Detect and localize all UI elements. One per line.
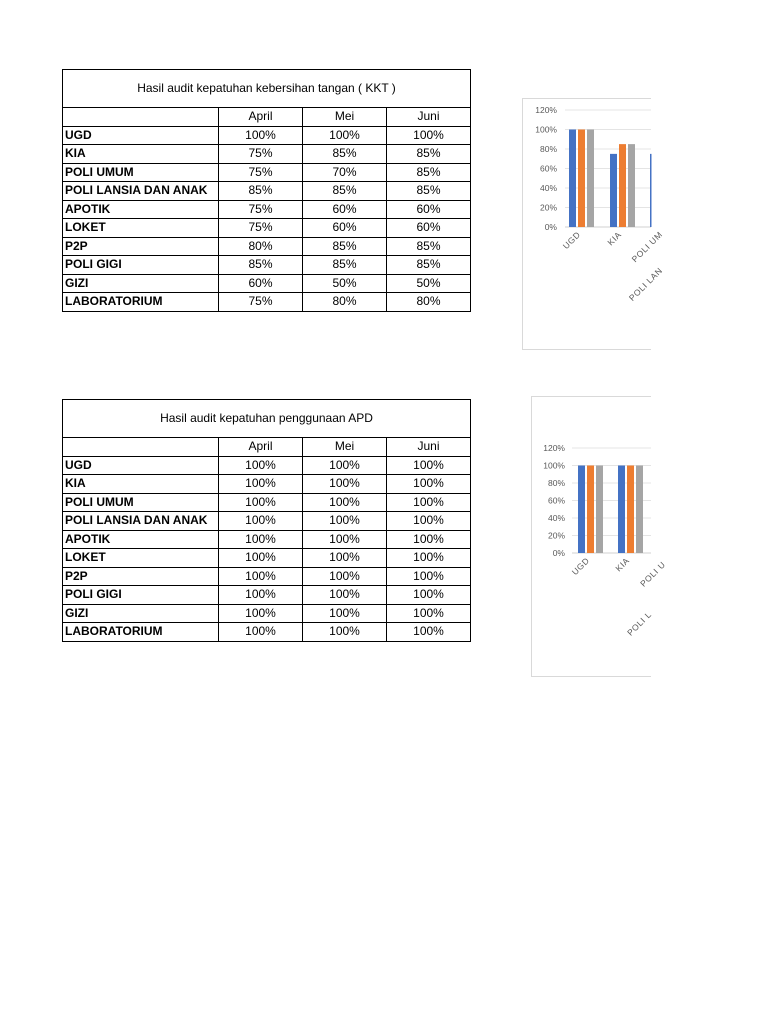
value-cell-juni: 100% bbox=[387, 475, 471, 494]
value-cell-juni: 100% bbox=[387, 567, 471, 586]
table-row bbox=[63, 145, 471, 164]
unit-name-cell: UGD bbox=[63, 456, 219, 475]
month-header-april: April bbox=[219, 108, 303, 127]
month-header-april: April bbox=[219, 438, 303, 457]
y-tick-label: 100% bbox=[535, 124, 557, 135]
table-row bbox=[63, 237, 471, 256]
value-cell-april: 80% bbox=[219, 237, 303, 256]
unit-name-cell: UGD bbox=[63, 126, 219, 145]
unit-header-cell bbox=[63, 438, 219, 457]
value-cell-mei: 85% bbox=[303, 182, 387, 201]
unit-name-cell: P2P bbox=[63, 567, 219, 586]
bar-april bbox=[650, 154, 652, 227]
unit-name-cell: KIA bbox=[63, 475, 219, 494]
value-cell-april: 75% bbox=[219, 163, 303, 182]
table-row bbox=[63, 604, 471, 623]
x-category-label: POLI LAN bbox=[626, 265, 665, 303]
value-cell-april: 100% bbox=[219, 475, 303, 494]
bar-juni bbox=[587, 130, 594, 228]
kkt-table bbox=[62, 69, 471, 312]
table-row bbox=[63, 549, 471, 568]
value-cell-april: 85% bbox=[219, 182, 303, 201]
table-row bbox=[63, 567, 471, 586]
unit-name-cell: P2P bbox=[63, 237, 219, 256]
month-header-mei: Mei bbox=[303, 438, 387, 457]
table-row bbox=[63, 200, 471, 219]
unit-name-cell: POLI LANSIA DAN ANAK bbox=[63, 512, 219, 531]
value-cell-april: 75% bbox=[219, 293, 303, 312]
table-row bbox=[63, 493, 471, 512]
value-cell-mei: 100% bbox=[303, 456, 387, 475]
table-row bbox=[63, 293, 471, 312]
y-tick-label: 120% bbox=[535, 105, 557, 115]
value-cell-april: 75% bbox=[219, 145, 303, 164]
value-cell-april: 75% bbox=[219, 200, 303, 219]
y-tick-label: 100% bbox=[543, 460, 565, 471]
unit-name-cell: POLI UMUM bbox=[63, 163, 219, 182]
value-cell-mei: 100% bbox=[303, 512, 387, 531]
value-cell-juni: 80% bbox=[387, 293, 471, 312]
table-row bbox=[63, 274, 471, 293]
x-category-label: POLI U bbox=[638, 559, 668, 589]
table-row bbox=[63, 586, 471, 605]
x-category-label: POLI L bbox=[625, 609, 654, 638]
x-category-label: UGD bbox=[560, 229, 583, 252]
value-cell-april: 60% bbox=[219, 274, 303, 293]
value-cell-april: 85% bbox=[219, 256, 303, 275]
unit-name-cell: APOTIK bbox=[63, 530, 219, 549]
apd-table bbox=[62, 399, 471, 642]
value-cell-juni: 85% bbox=[387, 256, 471, 275]
value-cell-mei: 80% bbox=[303, 293, 387, 312]
unit-name-cell: LOKET bbox=[63, 219, 219, 238]
value-cell-mei: 100% bbox=[303, 623, 387, 642]
x-category-label: KIA bbox=[613, 555, 632, 574]
value-cell-juni: 100% bbox=[387, 126, 471, 145]
value-cell-mei: 60% bbox=[303, 219, 387, 238]
unit-name-cell: POLI GIGI bbox=[63, 256, 219, 275]
value-cell-mei: 85% bbox=[303, 237, 387, 256]
value-cell-juni: 100% bbox=[387, 530, 471, 549]
apd-chart-svg bbox=[532, 397, 668, 676]
value-cell-mei: 100% bbox=[303, 126, 387, 145]
unit-name-cell: APOTIK bbox=[63, 200, 219, 219]
value-cell-april: 100% bbox=[219, 456, 303, 475]
bar-juni bbox=[636, 466, 643, 554]
value-cell-april: 100% bbox=[219, 549, 303, 568]
value-cell-juni: 85% bbox=[387, 182, 471, 201]
value-cell-april: 100% bbox=[219, 604, 303, 623]
value-cell-mei: 85% bbox=[303, 256, 387, 275]
value-cell-juni: 100% bbox=[387, 549, 471, 568]
value-cell-mei: 100% bbox=[303, 604, 387, 623]
value-cell-mei: 100% bbox=[303, 493, 387, 512]
y-tick-label: 20% bbox=[539, 202, 557, 213]
table-row bbox=[63, 126, 471, 145]
kkt-table-title: Hasil audit kepatuhan kebersihan tangan ( KKT ) bbox=[63, 70, 471, 108]
month-header-juni: Juni bbox=[387, 108, 471, 127]
unit-name-cell: POLI GIGI bbox=[63, 586, 219, 605]
value-cell-april: 100% bbox=[219, 623, 303, 642]
value-cell-mei: 60% bbox=[303, 200, 387, 219]
table-row bbox=[63, 256, 471, 275]
value-cell-juni: 85% bbox=[387, 163, 471, 182]
value-cell-april: 100% bbox=[219, 512, 303, 531]
apd-table-title: Hasil audit kepatuhan penggunaan APD bbox=[63, 400, 471, 438]
table-row bbox=[63, 182, 471, 201]
table-row bbox=[63, 530, 471, 549]
value-cell-april: 100% bbox=[219, 530, 303, 549]
unit-name-cell: LABORATORIUM bbox=[63, 623, 219, 642]
bar-april bbox=[569, 130, 576, 228]
table-row bbox=[63, 512, 471, 531]
value-cell-april: 100% bbox=[219, 126, 303, 145]
value-cell-juni: 100% bbox=[387, 512, 471, 531]
value-cell-juni: 85% bbox=[387, 237, 471, 256]
table-row bbox=[63, 623, 471, 642]
bar-juni bbox=[596, 466, 603, 554]
unit-name-cell: POLI LANSIA DAN ANAK bbox=[63, 182, 219, 201]
bar-mei bbox=[619, 144, 626, 227]
value-cell-juni: 60% bbox=[387, 200, 471, 219]
value-cell-mei: 100% bbox=[303, 475, 387, 494]
value-cell-mei: 100% bbox=[303, 567, 387, 586]
unit-name-cell: POLI UMUM bbox=[63, 493, 219, 512]
bar-april bbox=[578, 466, 585, 554]
value-cell-juni: 50% bbox=[387, 274, 471, 293]
y-tick-label: 80% bbox=[539, 144, 557, 154]
value-cell-mei: 70% bbox=[303, 163, 387, 182]
y-tick-label: 0% bbox=[544, 222, 557, 232]
value-cell-april: 75% bbox=[219, 219, 303, 238]
value-cell-mei: 100% bbox=[303, 530, 387, 549]
value-cell-april: 100% bbox=[219, 567, 303, 586]
table-row bbox=[63, 163, 471, 182]
value-cell-juni: 60% bbox=[387, 219, 471, 238]
value-cell-mei: 85% bbox=[303, 145, 387, 164]
unit-name-cell: GIZI bbox=[63, 274, 219, 293]
x-category-label: KIA bbox=[605, 229, 624, 248]
apd-chart bbox=[531, 396, 668, 677]
unit-header-cell bbox=[63, 108, 219, 127]
value-cell-mei: 100% bbox=[303, 586, 387, 605]
y-tick-label: 120% bbox=[543, 443, 565, 453]
unit-name-cell: LOKET bbox=[63, 549, 219, 568]
unit-name-cell: KIA bbox=[63, 145, 219, 164]
value-cell-april: 100% bbox=[219, 493, 303, 512]
value-cell-mei: 50% bbox=[303, 274, 387, 293]
bar-mei bbox=[578, 130, 585, 228]
kkt-chart bbox=[522, 98, 665, 350]
value-cell-juni: 100% bbox=[387, 586, 471, 605]
unit-name-cell: LABORATORIUM bbox=[63, 293, 219, 312]
y-tick-label: 60% bbox=[539, 163, 557, 174]
y-tick-label: 40% bbox=[539, 183, 557, 193]
bar-mei bbox=[587, 466, 594, 554]
value-cell-april: 100% bbox=[219, 586, 303, 605]
kkt-chart-svg bbox=[523, 99, 665, 349]
month-header-juni: Juni bbox=[387, 438, 471, 457]
x-category-label: UGD bbox=[569, 555, 592, 578]
table-row bbox=[63, 475, 471, 494]
y-tick-label: 20% bbox=[547, 530, 565, 541]
value-cell-mei: 100% bbox=[303, 549, 387, 568]
value-cell-juni: 100% bbox=[387, 493, 471, 512]
y-tick-label: 0% bbox=[552, 548, 565, 558]
value-cell-juni: 100% bbox=[387, 604, 471, 623]
value-cell-juni: 100% bbox=[387, 623, 471, 642]
value-cell-juni: 85% bbox=[387, 145, 471, 164]
table-row bbox=[63, 219, 471, 238]
value-cell-juni: 100% bbox=[387, 456, 471, 475]
bar-april bbox=[618, 466, 625, 554]
bar-mei bbox=[627, 466, 634, 554]
table-row bbox=[63, 456, 471, 475]
y-tick-label: 60% bbox=[547, 495, 565, 506]
bar-juni bbox=[628, 144, 635, 227]
month-header-mei: Mei bbox=[303, 108, 387, 127]
unit-name-cell: GIZI bbox=[63, 604, 219, 623]
bar-april bbox=[610, 154, 617, 227]
y-tick-label: 40% bbox=[547, 513, 565, 523]
y-tick-label: 80% bbox=[547, 478, 565, 488]
x-category-label: POLI UM bbox=[629, 229, 665, 265]
